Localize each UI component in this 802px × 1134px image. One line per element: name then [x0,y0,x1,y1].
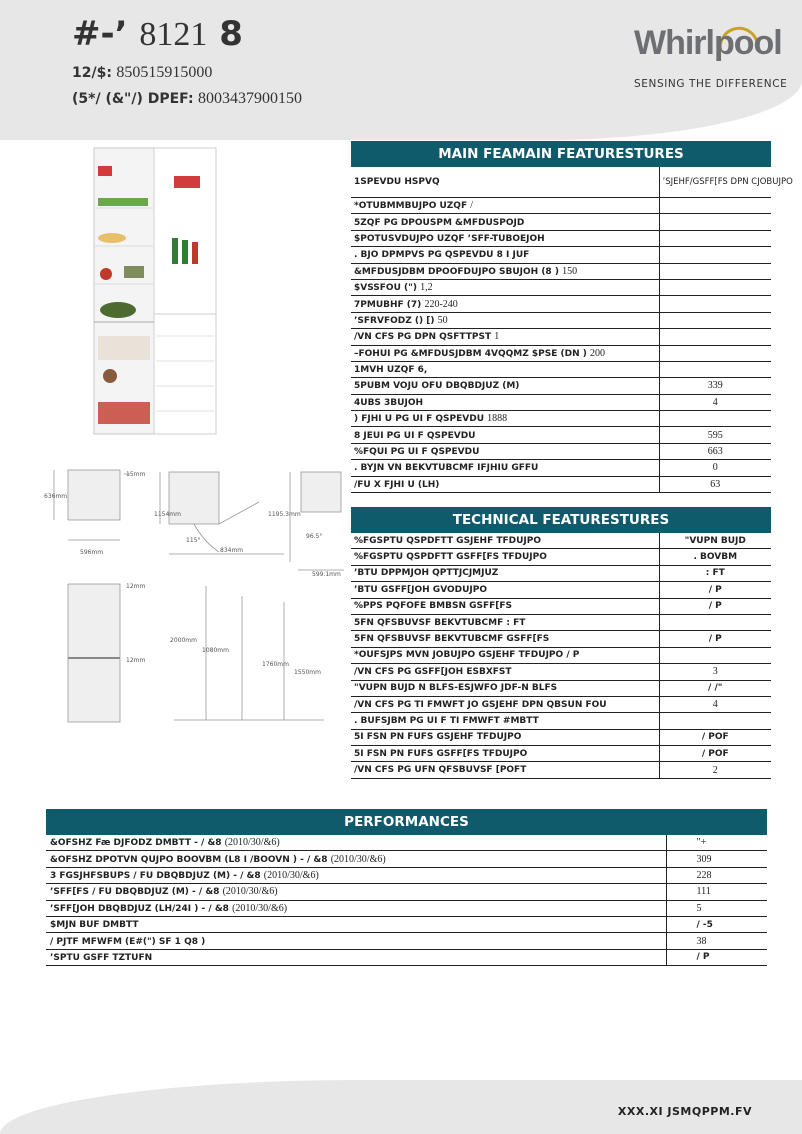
row-value: / P [659,631,771,647]
row-value: 111 [666,884,767,900]
row-number: (2010/30/&6) [263,869,319,881]
performances-heading: PERFORMANCES [46,809,767,835]
row-value [659,296,771,312]
row-label: . BJO DPMPVS PG QSPEVDU 8 I JUF [354,250,530,261]
row-label: $VSSFOU (") [354,283,417,294]
table-row [351,411,771,427]
row-value [659,614,771,630]
row-label: 5FN QFSBUVSF BEKVTUBCMF GSFF[FS [351,631,659,647]
row-number: 150 [562,265,578,277]
title-number: 8121 [139,16,208,53]
table-row [351,214,771,230]
dim-label-h: 96.5° [306,533,323,540]
dim-label-b: 636mm [44,493,68,500]
row-label: 5ZQF PG DPOUSPM &MFDUSPOJD [354,217,525,228]
dim-label-a: 15mm [126,471,146,478]
row-value [659,247,771,263]
table-row [351,729,771,745]
table-row [351,230,771,246]
table-row [351,647,771,663]
row-label: 4UBS 3BUJOH [354,397,424,408]
dim-label-k: 2000mm [170,637,197,644]
row-value: "VUPN BUJD [659,533,771,549]
row-label: 5FN QFSBUVSF BEKVTUBCMF : FT [351,614,659,630]
row-value: 595 [659,427,771,443]
row-value: : FT [659,565,771,581]
table-row [351,476,771,492]
table-row [351,565,771,581]
row-label: 3 FGSJHFSBUPS / FU DBQBDJUZ (M) - / &8 [50,870,261,881]
row-value: 2 [659,762,771,778]
product-code-value: 850515915000 [116,64,213,81]
product-code-label: 12/$: [72,65,112,81]
row-value [659,345,771,361]
table-row [46,835,767,851]
dimension-lines-icon [44,462,344,730]
table-row [351,614,771,630]
title-prefix: #-’ [72,14,128,54]
row-label: "VUPN BUJD N BLFS-ESJWFO JDF-N BLFS [351,680,659,696]
row-value [659,312,771,328]
main-features-table [351,167,793,493]
dim-label-d: 1154mm [154,511,181,518]
table-row [351,549,771,565]
fridge-product-image [84,146,222,438]
table-row [46,916,767,932]
row-label: ’BTU GSFF[JOH GVODUJPO [351,582,659,598]
row-label: &OFSHZ Fæ DJFODZ DMBTT - / &8 [50,838,222,849]
row-label: /VN CFS PG UFN QFSBUVSF [POFT [351,762,659,778]
row-label: /FU X FJHI U (LH) [354,479,440,490]
row-label: / PJTF MFWFM (E#(") SF 1 Q8 ) [50,936,206,947]
ean-code-label: (5*/ (&"/) DPEF: [72,91,194,107]
table-row [351,279,771,295]
table-row [351,378,771,394]
row-value [659,230,771,246]
row-number: 1,2 [420,282,433,294]
table-row [46,900,767,916]
row-label: $MJN BUF DMBTT [50,920,139,931]
technical-features-heading: TECHNICAL FEATURESTURES [351,507,771,533]
row-value: / POF [659,746,771,762]
row-label: –FOHUI PG &MFDUSJDBM 4VQQMZ $PSE (DN ) [354,348,587,359]
row-value: 228 [666,867,767,883]
dim-label-g: 1195.3mm [268,511,301,518]
ean-code-value: 8003437900150 [198,90,303,107]
table-row [46,933,767,949]
title-suffix: 8 [219,14,243,54]
table-row [351,296,771,312]
row-label: 5I FSN PN FUFS GSFF[FS TFDUJPO [351,746,659,762]
row-value [659,279,771,295]
row-value: "+ [666,835,767,851]
row-value: 663 [659,443,771,459]
footer-website-link[interactable]: XXX.XI JSMQPPM.FV [617,1105,752,1118]
table-row [46,851,767,867]
row-value [659,263,771,279]
table-row [46,949,767,965]
brand-tagline: SENSING THE DIFFERENCE [634,78,788,90]
table-row [351,680,771,696]
dim-label-m: 12mm [126,657,146,664]
row-value [659,647,771,663]
row-value [659,361,771,377]
row-label: ) FJHI U PG UI F QSPEVDU [354,414,485,425]
row-label: &MFDUSJDBM DPOOFDUJPO SBUJOH (8 ) [354,266,559,277]
row-label: $POTUSVDUJPO UZQF ’SFF-TUBOEJOH [354,233,545,244]
table-row [351,631,771,647]
dim-label-c: 596mm [80,549,104,556]
row-number: (2010/30/&6) [222,886,278,898]
row-label: 1MVH UZQF 6, [354,365,428,376]
row-number: 200 [590,347,605,359]
table-row [351,443,771,459]
row-label: &OFSHZ DPOTVN QUJPO BOOVBM (L8 I /BOOVN ) - / &8 [50,854,328,865]
row-number: 50 [437,314,448,326]
row-value: / P [666,949,767,965]
dim-label-j: 12mm [126,583,146,590]
table-row [46,867,767,883]
row-label: %FQUI PG UI F QSPEVDU [354,447,480,458]
table-row [351,394,771,410]
table-row [351,460,771,476]
dim-label-e: 115° [186,537,201,544]
table-row [351,762,771,778]
row-value [659,214,771,230]
row-value: / P [659,582,771,598]
row-value: 3 [659,664,771,680]
table-row [46,884,767,900]
row-value [659,198,771,214]
table-row [351,247,771,263]
row-value: 4 [659,696,771,712]
table-row [351,361,771,377]
brand-name: Whirlpool [634,24,782,62]
row-number: (2010/30/&6) [232,902,288,914]
dim-label-f: 834mm [220,547,244,554]
table-row [351,582,771,598]
table-row [351,696,771,712]
row-value: 63 [659,476,771,492]
row-label: %FGSPTU QSPDFTT GSJEHF TFDUJPO [351,533,659,549]
row-label: %PPS PQFOFE BMBSN GSFF[FS [351,598,659,614]
table-row [351,427,771,443]
dim-label-n: 1760mm [262,661,289,668]
row-label: 7PMUBHF (7) [354,299,422,310]
fridge-freezer-column-header: ’SJEHF/GSFF[FS DPN CJOBUJPO [662,177,793,187]
row-value [659,411,771,427]
row-value: / -5 [666,916,767,932]
technical-features-table [351,533,771,779]
row-label: ’BTU DPPMJOH QPTTJCJMJUZ [351,565,659,581]
performances-table [46,835,767,966]
row-label: *OTUBMMBUJPO UZQF [354,201,468,212]
table-row [351,533,771,549]
dim-label-i: 599.1mm [312,571,341,578]
row-number: 1 [494,331,500,343]
row-number: 1888 [487,413,508,425]
dim-label-l: 1080mm [202,647,229,654]
row-value: . BOVBM [659,549,771,565]
product-title [72,14,243,54]
table-row [351,329,771,345]
row-value: / /" [659,680,771,696]
dimension-drawings [44,462,344,730]
table-row [351,746,771,762]
brand-logo [634,24,788,94]
table-row [351,263,771,279]
table-row [351,345,771,361]
row-label: /VN CFS PG DPN QSFTTPST [354,332,492,343]
product-code-line [72,64,212,82]
row-number: / [470,200,474,212]
row-value [659,713,771,729]
row-label: %FGSPTU QSPDFTT GSFF[FS TFDUJPO [351,549,659,565]
row-label: /VN CFS PG GSFF[JOH ESBXFST [351,664,659,680]
main-features-heading: MAIN FEAMAIN FEATURESTURES [351,141,771,167]
row-value: 309 [666,851,767,867]
row-label: . BUFSJBM PG UI F TI FMWFT #MBTT [351,713,659,729]
row-value [659,329,771,345]
row-value: 5 [666,900,767,916]
row-label: *OUFSJPS MVN JOBUJPO GSJEHF TFDUJPO / P [351,647,659,663]
row-number: (2010/30/&6) [330,853,386,865]
table-row [351,312,771,328]
row-label: ’SFF[FS / FU DBQBDJUZ (M) - / &8 [50,887,220,898]
row-number: 220-240 [424,298,458,310]
row-label: . BYJN VN BEKVTUBCMF IFJHIU GFFU [354,463,539,474]
table-row [351,664,771,680]
table-row [351,198,771,214]
row-label: 8 JEUI PG UI F QSPEVDU [354,430,476,441]
row-label: /VN CFS PG TI FMWFT JO GSJEHF DPN QBSUN FOU [351,696,659,712]
row-value: / POF [659,729,771,745]
row-value: 4 [659,394,771,410]
row-number: (2010/30/&6) [224,837,280,849]
table-row [351,713,771,729]
row-label: 1SPEVDU HSPVQ [351,167,659,198]
row-label: ’SFRVFODZ () [) [354,315,435,326]
table-row [351,598,771,614]
table-row [351,167,771,198]
row-value: / P [659,598,771,614]
dim-label-o: 1550mm [294,669,321,676]
row-label: ’SPTU GSFF TZTUFN [50,952,153,963]
row-value: 38 [666,933,767,949]
row-label: ’SFF[JOH DBQBDJUZ (LH/24I ) - / &8 [50,903,229,914]
row-value: 339 [659,378,771,394]
row-value: 0 [659,460,771,476]
ean-code-line [72,90,302,108]
row-label: 5I FSN PN FUFS GSJEHF TFDUJPO [351,729,659,745]
row-label: 5PUBM VOJU OFU DBQBDJUZ (M) [354,381,520,392]
